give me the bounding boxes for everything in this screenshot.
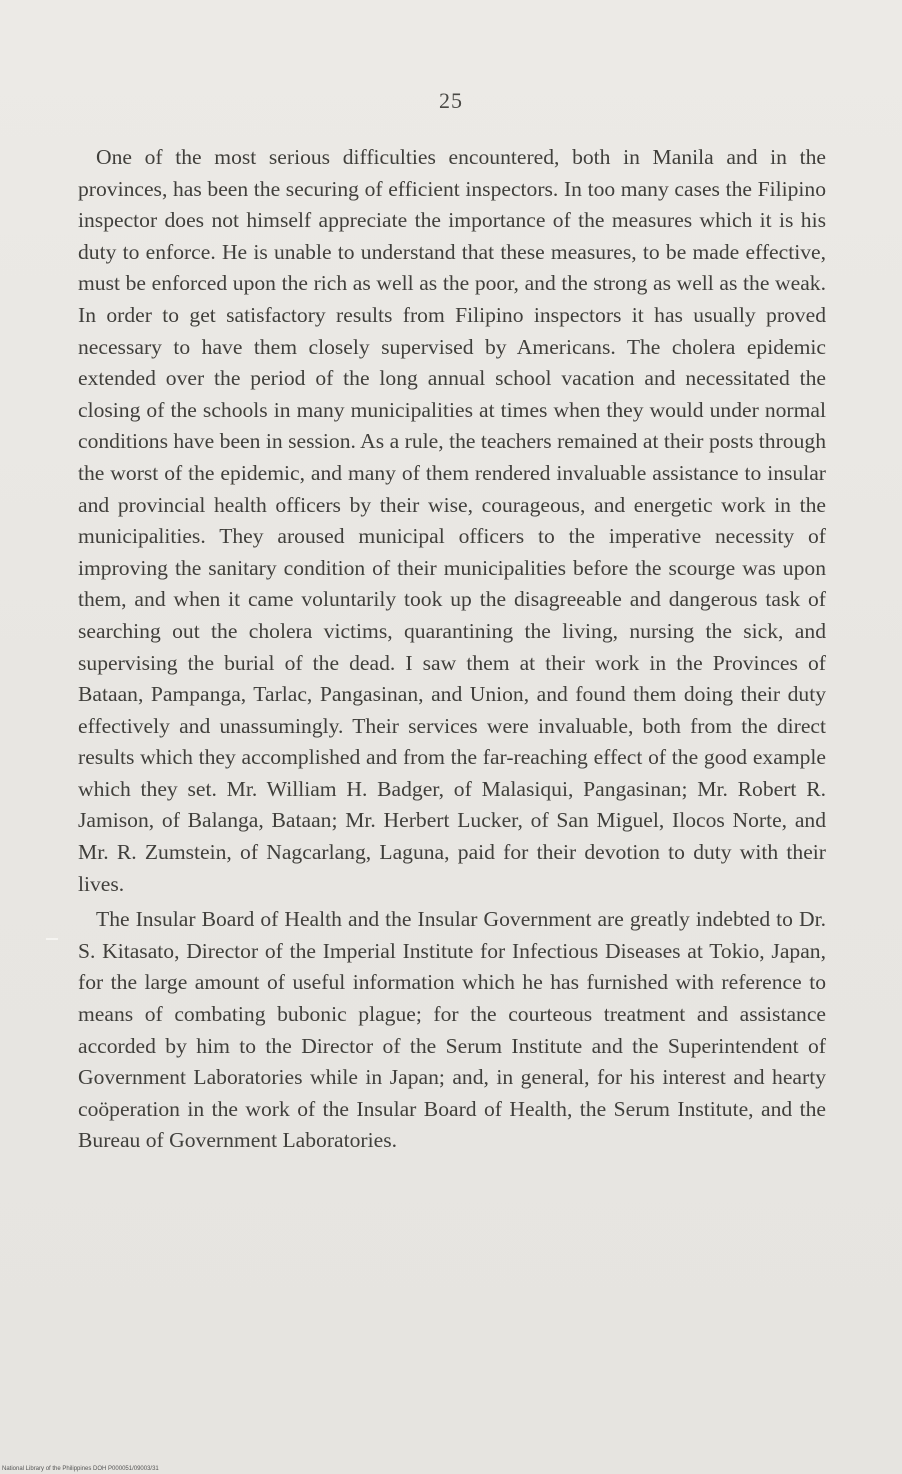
page-number: 25	[439, 88, 463, 113]
paragraph-kitasato-acknowledgment: The Insular Board of Health and the Insular Government are greatly indebted to Dr. S. Kitasato, Director of the Imperial Institute for Infectious Diseases at Tokio, Japan, for the large amount of useful information which he has furnished with reference to means of combating bubonic plague; for the courteous treatment and assistance accorded by him to the Director of the Serum Institute and the Superintendent of Government Laboratories while in Japan; and, in general, for his interest and hearty coöperation in the work of the Insular Board of Health, the Serum Institute, and the Bureau of Government Laboratories.	[78, 907, 826, 1153]
scan-artifact	[46, 938, 58, 940]
scan-footer-caption: National Library of the Philippines DOH P000051/09003/31	[2, 1466, 159, 1472]
paragraph-cholera-inspectors: One of the most serious difficulties encountered, both in Manila and in the provinces, has been the securing of efficient inspectors. In too many cases the Filipino inspector does not himself appreciate the importance of the measures which it is his duty to enforce. He is unable to understand that these measures, to be made effective, must be enforced upon the rich as well as the poor, and the strong as well as the weak. In order to get satisfactory results from Filipino inspectors it has usually proved necessary to have them closely supervised by Americans. The cholera epidemic extended over the period of the long annual school vacation and necessitated the closing of the schools in many municipalities at times when they would under normal conditions have been in session. As a rule, the teachers remained at their posts through the worst of the epidemic, and many of them rendered invaluable assistance to insular and provincial health officers by their wise, courageous, and energetic work in the municipalities. They aroused municipal officers to the imperative necessity of improving the sanitary condition of their municipalities before the scourge was upon them, and when it came voluntarily took up the disagreeable and dangerous task of searching out the cholera victims, quarantining the living, nursing the sick, and supervising the burial of the dead. I saw them at their work in the Provinces of Bataan, Pampanga, Tarlac, Pangasinan, and Union, and found them doing their duty effectively and unassumingly. Their services were invaluable, both from the direct results which they accomplished and from the far-reaching effect of the good example which they set. Mr. William H. Badger, of Malasiqui, Pangasinan; Mr. Robert R. Jamison, of Balanga, Bataan; Mr. Herbert Lucker, of San Miguel, Ilocos Norte, and Mr. R. Zumstein, of Nagcarlang, Laguna, paid for their devotion to duty with their lives.	[78, 145, 826, 896]
body-text	[78, 142, 826, 1157]
